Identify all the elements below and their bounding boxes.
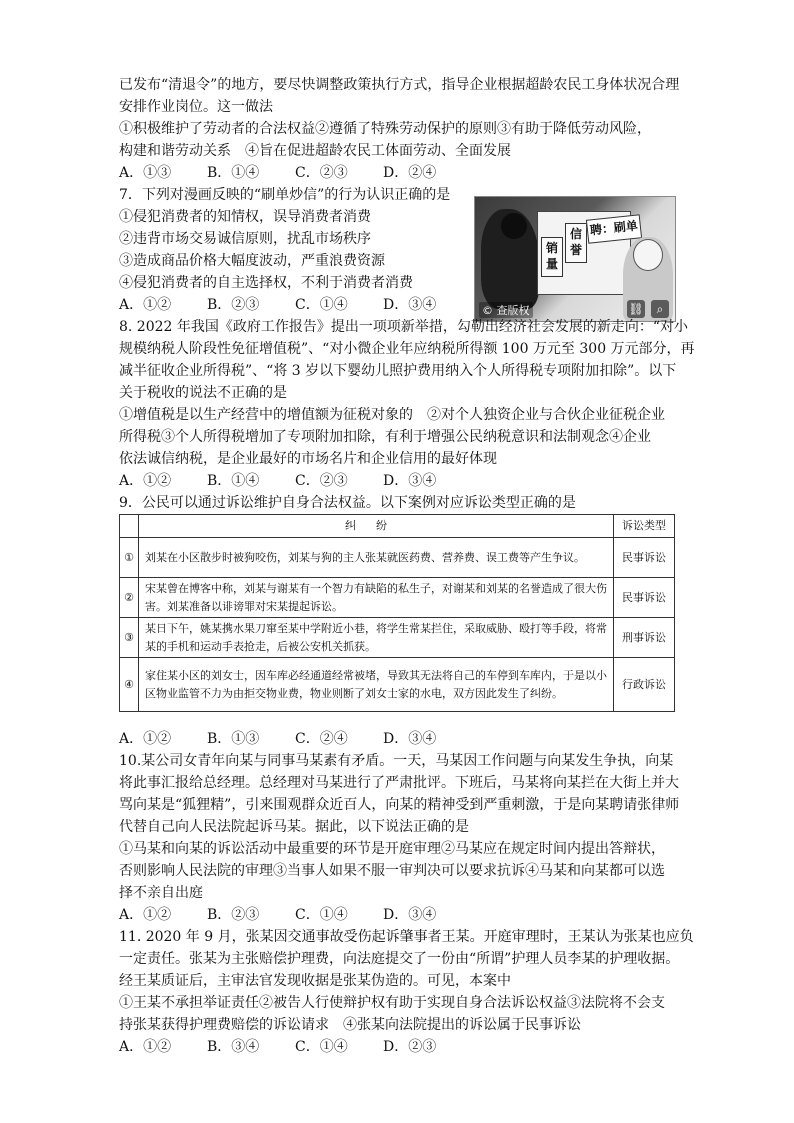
- q11-option-b: B．③④: [207, 1039, 260, 1055]
- table-row-num: ①: [120, 538, 139, 578]
- q9-option-c: C．②④: [295, 731, 348, 747]
- q8-line-5: ①增值税是以生产经营中的增值额为征税对象的 ②对个人独资企业与合伙企业征税企业: [119, 407, 665, 423]
- table-row-type: 民事诉讼: [614, 578, 675, 618]
- q10-line-1: 10.某公司女青年向某与同事马某素有矛盾。一天，马某因工作问题与向某发生争执，向某: [119, 753, 674, 769]
- table-row-text: 宋某曾在博客中称，刘某与谢某有一个智力有缺陷的私生子，对谢某和刘某的名誉造成了很大伤害。刘某准备以诽谤罪对宋某提起诉讼。: [139, 578, 614, 618]
- table-header-row: [120, 515, 675, 538]
- table-row: [120, 578, 675, 618]
- q10-line-5: ①马某和向某的诉讼活动中最重要的环节是开庭审理②马某应在规定时间内提出答辩状，: [119, 841, 665, 857]
- q6-line-1: 已发布“清退令”的地方，要尽快调整政策执行方式，指导企业根据超龄农民工身体状况合理: [119, 77, 680, 93]
- q11-option-c: C．①④: [295, 1039, 348, 1055]
- cartoon-image: [474, 196, 676, 322]
- q6-option-b: B．①④: [207, 165, 260, 181]
- q11-line-3: 经王某质证后，主审法官发现收据是张某伪造的。可见，本案中: [119, 973, 511, 989]
- q9-option-d: D．③④: [383, 731, 437, 747]
- q10-option-b: B．②③: [207, 907, 260, 923]
- q8-line-3: 减半征收企业所得税”、“将 3 岁以下婴幼儿照护费用纳入个人所得税专项附加扣除”。以下: [119, 363, 677, 379]
- q7-item-2: ②违背市场交易诚信原则，扰乱市场秩序: [119, 231, 371, 247]
- table-row-type: 民事诉讼: [614, 538, 675, 578]
- search-icon[interactable]: ⌕: [651, 300, 669, 318]
- table-row-type: 行政诉讼: [614, 658, 675, 712]
- q6-options: [119, 162, 436, 184]
- table-header-type: 诉讼类型: [614, 515, 675, 538]
- table-row-num: ②: [120, 578, 139, 618]
- q10-line-3: 骂向某是“狐狸精”，引来围观群众近百人，向某的精神受到严重刺激，于是向某聘请张律师: [119, 797, 680, 813]
- q7-option-c: C．①④: [295, 297, 348, 313]
- cartoon-woman-head: [633, 239, 663, 271]
- q10-option-a: A．①②: [119, 907, 172, 923]
- q7-item-4: ④侵犯消费者的自主选择权，不利于消费者消费: [119, 275, 413, 291]
- q7-option-d: D．③④: [383, 297, 437, 313]
- q11-line-4: ①王某不承担举证责任②被告人行使辩护权有助于实现自身合法诉讼权益③法院将不会支: [119, 995, 665, 1011]
- cartoon-sign: 聘：刷单: [586, 214, 642, 244]
- link-icon[interactable]: ⛓: [628, 302, 644, 316]
- copyright-watermark: © 查版权: [479, 302, 533, 318]
- q10-line-4: 代替自己向人民法院起诉马某。据此，以下说法正确的是: [119, 819, 469, 835]
- q8-line-6: 所得税③个人所得税增加了专项附加扣除，有利于增强公民纳税意识和法制观念④企业: [119, 429, 651, 445]
- q8-options: [119, 470, 436, 492]
- q8-line-1: 8. 2022 年我国《政府工作报告》提出一项项新举措，勾勒出经济社会发展的新走向：“对小: [119, 319, 689, 335]
- q7-item-3: ③造成商品价格大幅度波动，严重浪费资源: [119, 253, 385, 269]
- cartoon-tag-sales: 销量: [541, 237, 563, 277]
- table-row-text: 家住某小区的刘女士，因车库必经通道经常被堵，导致其无法将自己的车停到车库内，于是以小区物业监管不力为由拒交物业费，物业则断了刘女士家的水电，双方因此发生了纠纷。: [139, 658, 614, 712]
- q8-line-4: 关于税收的说法不正确的是: [119, 385, 287, 401]
- q8-option-b: B．①④: [207, 473, 260, 489]
- q8-option-d: D．③④: [383, 473, 437, 489]
- q11-line-1: 11. 2020 年 9 月，张某因交通事故受伤起诉肇事者王某。开庭审理时，王某认为张某也应负: [119, 929, 694, 945]
- table-row-num: ④: [120, 658, 139, 712]
- q8-option-a: A．①②: [119, 473, 172, 489]
- table-row-text: 刘某在小区散步时被狗咬伤，刘某与狗的主人张某就医药费、营养费、误工费等产生争议。: [139, 538, 614, 578]
- q6-line-2: 安排作业岗位。这一做法: [119, 99, 273, 115]
- q8-line-2: 规模纳税人阶段性免征增值税”、“对小微企业年应纳税所得额 100 万元至 300 万元部分，再: [119, 341, 695, 357]
- table-row: [120, 658, 675, 712]
- q10-option-c: C．①④: [295, 907, 348, 923]
- q7-option-b: B．②③: [207, 297, 260, 313]
- table-row: [120, 618, 675, 658]
- cartoon-tag-credit: 信誉: [565, 223, 587, 263]
- q6-option-c: C．②③: [295, 165, 348, 181]
- table-row-text: 某日下午，姚某携水果刀窜至某中学附近小巷，将学生常某拦住，采取威胁、殴打等手段，将常某的手机和运动手表抢走，后被公安机关抓获。: [139, 618, 614, 658]
- q10-options: [119, 904, 436, 926]
- q11-options: [119, 1036, 436, 1058]
- q9-stem: 9．公民可以通过诉讼维护自身合法权益。以下案例对应诉讼类型正确的是: [119, 495, 576, 511]
- q9-case-table: [119, 514, 675, 712]
- cartoon-figure-head: [501, 213, 527, 239]
- q11-line-2: 一定责任。张某为主张赔偿护理费，向法庭提交了一份由“所谓”护理人员李某的护理收据。: [119, 951, 680, 967]
- q7-options: [119, 294, 436, 316]
- table-row-type: 刑事诉讼: [614, 618, 675, 658]
- q10-line-6: 否则影响人民法院的审理③当事人如果不服一审判决可以要求抗诉④马某和向某都可以选: [119, 863, 665, 879]
- q11-option-a: A．①②: [119, 1039, 172, 1055]
- q10-line-2: 将此事汇报给总经理。总经理对马某进行了严肃批评。下班后，马某将向某拦在大街上并大: [119, 775, 679, 791]
- q8-option-c: C．②③: [295, 473, 348, 489]
- q11-line-5: 持张某获得护理费赔偿的诉讼请求 ④张某向法院提出的诉讼属于民事诉讼: [119, 1017, 581, 1033]
- q7-stem: 7．下列对漫画反映的“刷单炒信”的行为认识正确的是: [119, 187, 451, 203]
- q9-options: [119, 728, 436, 750]
- q6-option-d: D．②④: [383, 165, 437, 181]
- table-header-dispute: 纠纷: [139, 515, 614, 538]
- q9-option-b: B．①③: [207, 731, 260, 747]
- q7-item-1: ①侵犯消费者的知情权，误导消费者消费: [119, 209, 371, 225]
- q10-option-d: D．③④: [383, 907, 437, 923]
- q7-option-a: A．①②: [119, 297, 172, 313]
- table-header-num: [120, 515, 139, 538]
- q6-line-4: 构建和谐劳动关系 ④旨在促进超龄农民工体面劳动、全面发展: [119, 143, 511, 159]
- q8-line-7: 依法诚信纳税，是企业最好的市场名片和企业信用的最好体现: [119, 451, 497, 467]
- q6-line-3: ①积极维护了劳动者的合法权益②遵循了特殊劳动保护的原则③有助于降低劳动风险，: [119, 121, 651, 137]
- table-row: [120, 538, 675, 578]
- table-row-num: ③: [120, 618, 139, 658]
- q6-option-a: A．①③: [119, 165, 172, 181]
- q11-option-d: D．②③: [383, 1039, 437, 1055]
- q9-option-a: A．①②: [119, 731, 172, 747]
- cartoon-figure-dark: [481, 209, 539, 309]
- q10-line-7: 择不亲自出庭: [119, 885, 203, 901]
